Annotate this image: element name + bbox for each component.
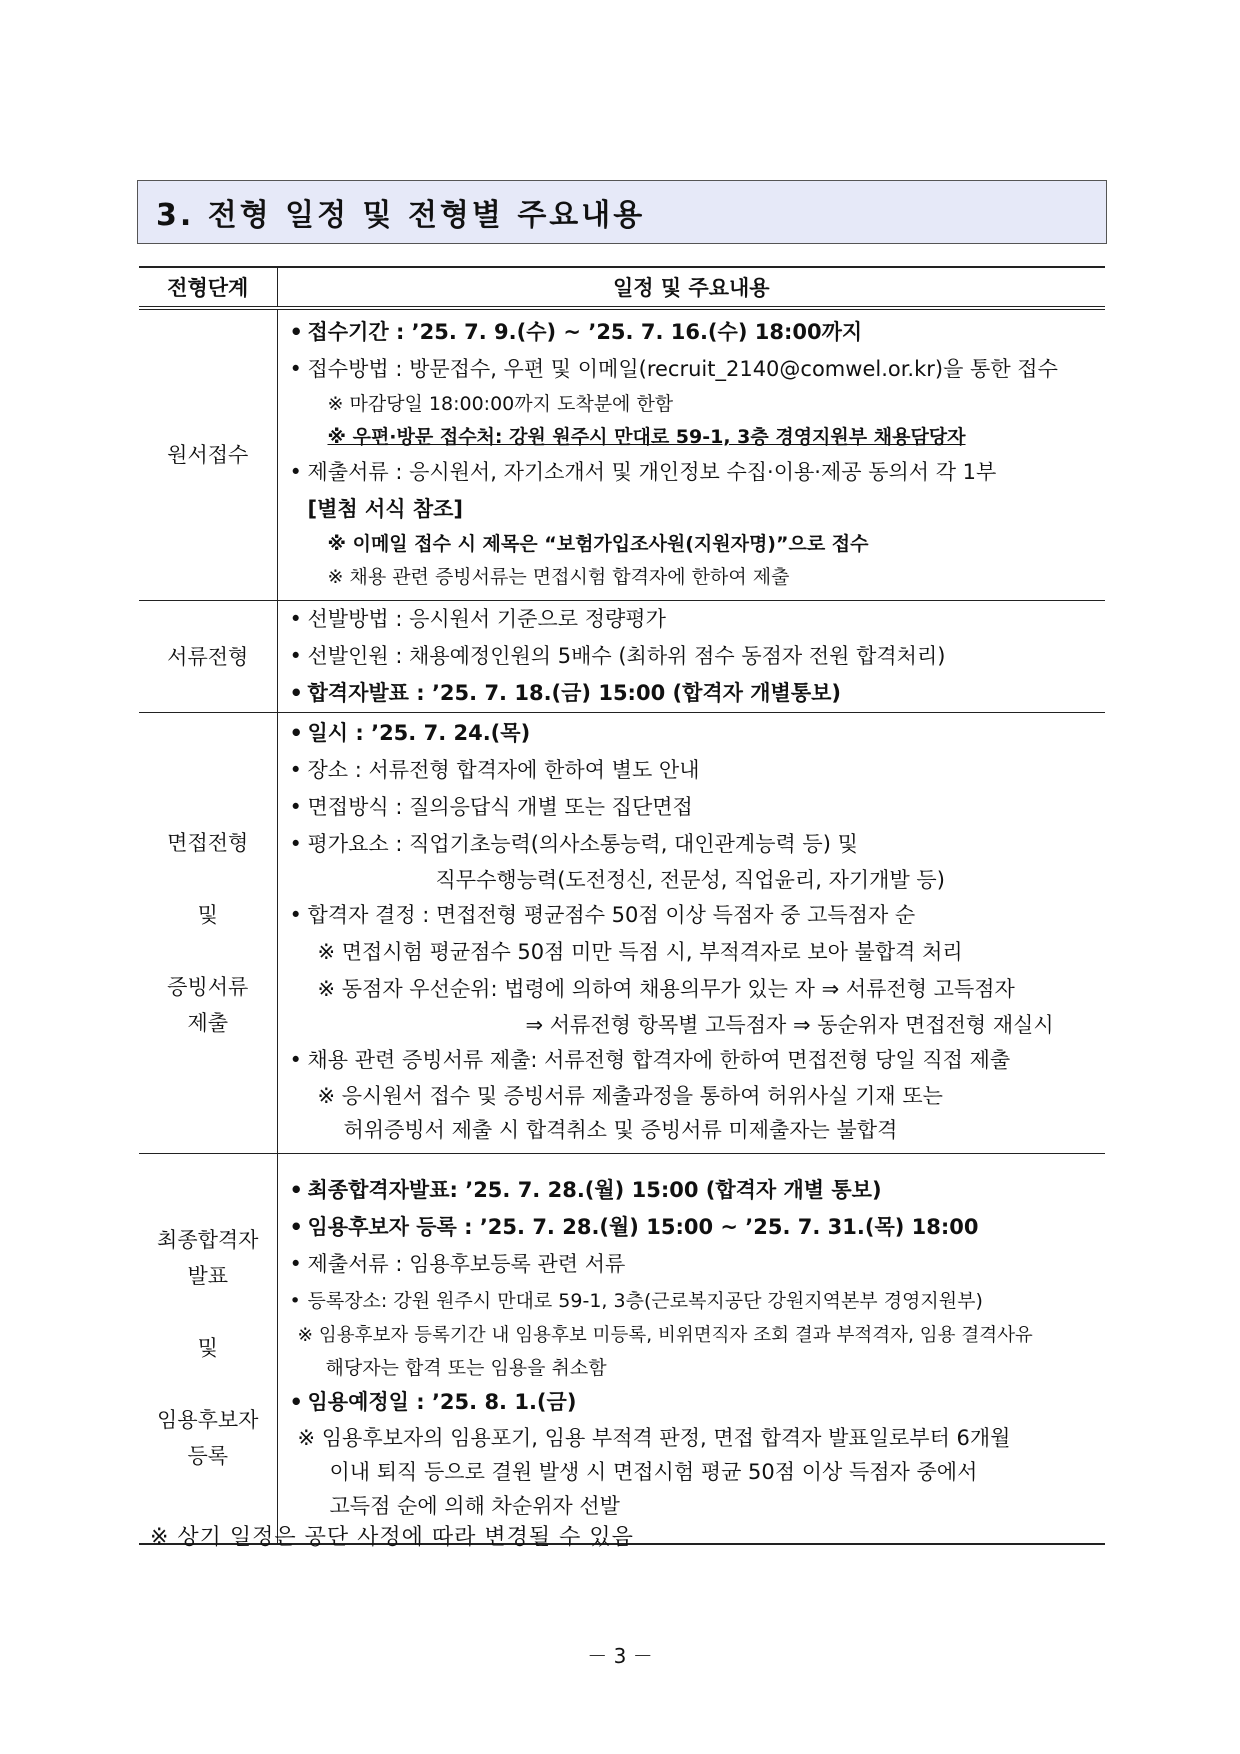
continuation-line: 이내 퇴직 등으로 결원 발생 시 면접시험 평균 50점 이상 득점자 중에서: [329, 1459, 978, 1484]
content-cell: [277, 1154, 1105, 1544]
bullet-icon: •: [289, 1214, 303, 1239]
page-number: － 3 －: [587, 1644, 653, 1668]
list-item: • 일시 : ’25. 7. 24.(목): [286, 715, 1106, 752]
stage-label: 서류전형: [167, 644, 249, 669]
stage-label: 면접전형: [167, 831, 249, 855]
content-cell: [277, 601, 1105, 713]
note-line: ※ 채용 관련 증빙서류는 면접시험 합격자에 한하여 제출: [327, 566, 790, 588]
list-item: • 평가요소 : 직업기초능력(의사소통능력, 대인관계능력 등) 및: [286, 826, 1106, 863]
bullet-icon: •: [289, 320, 303, 344]
content-cell: [277, 713, 1105, 1154]
list-item: • 접수기간 : ’25. 7. 9.(수) ~ ’25. 7. 16.(수) 18:00까지: [286, 314, 1106, 351]
stage-label: 발표: [187, 1264, 229, 1289]
note-line: ※ 이메일 접수 시 제목은 “보험가입조사원(지원자명)”으로 접수: [327, 533, 869, 555]
stage-cell: [139, 1154, 277, 1544]
stage-cell: [139, 308, 277, 601]
stage-cell: [139, 601, 277, 713]
continuation-line: 고득점 순에 의해 차순위자 선발: [329, 1493, 620, 1518]
list-item: • 제출서류 : 임용후보등록 관련 서류: [286, 1246, 1106, 1283]
list-item: • 면접방식 : 질의응답식 개별 또는 집단면접: [286, 789, 1106, 826]
continuation-line: 직무수행능력(도전정신, 전문성, 직업윤리, 자기개발 등): [435, 868, 945, 892]
bullet-icon: •: [289, 357, 302, 381]
bullet-icon: •: [289, 903, 302, 927]
continuation-line: 허위증빙서 제출 시 합격취소 및 증빙서류 미제출자는 불합격: [343, 1118, 898, 1142]
list-item: • 장소 : 서류전형 합격자에 한하여 별도 안내: [286, 752, 1106, 789]
list-item: • 선발인원 : 채용예정인원의 5배수 (최하위 점수 동점자 전원 합격처리): [286, 638, 1106, 675]
continuation-line: 해당자는 합격 또는 임용을 취소함: [325, 1356, 607, 1379]
note-line: ※ 우편·방문 접수처: 강원 원주시 만대로 59-1, 3층 경영지원부 채용담당자: [327, 426, 966, 448]
bullet-icon: •: [289, 1048, 302, 1072]
stage-label: 제출: [187, 1011, 229, 1035]
note-line: ※ 마감당일 18:00:00까지 도착분에 한함: [327, 393, 674, 415]
list-item: • 제출서류 : 응시원서, 자기소개서 및 개인정보 수집·이용·제공 동의서 각 1부: [286, 454, 1106, 491]
continuation-line: [별첨 서식 참조]: [307, 497, 464, 521]
stage-cell: [139, 713, 277, 1154]
note-line: ※ 면접시험 평균점수 50점 미만 득점 시, 부적격자로 보아 불합격 처리: [317, 940, 963, 964]
note-line: ※ 응시원서 접수 및 증빙서류 제출과정을 통하여 허위사실 기재 또는: [317, 1084, 943, 1108]
bullet-icon: •: [289, 607, 302, 631]
list-item: • 최종합격자발표: ’25. 7. 28.(월) 15:00 (합격자 개별 통보): [286, 1172, 1106, 1209]
list-item: • 채용 관련 증빙서류 제출: 서류전형 합격자에 한하여 면접전형 당일 직접 제출: [286, 1042, 1106, 1079]
bullet-icon: •: [289, 758, 302, 782]
list-item: • 합격자발표 : ’25. 7. 18.(금) 15:00 (합격자 개별통보): [286, 675, 1106, 712]
bullet-icon: •: [289, 681, 303, 705]
note-line: ※ 임용후보자의 임용포기, 임용 부적격 판정, 면접 합격자 발표일로부터 6개월: [297, 1425, 1011, 1450]
table-row-application: [139, 308, 1105, 601]
table-row-final: [139, 1154, 1105, 1544]
section-title: 3. 전형 일정 및 전형별 주요내용: [137, 180, 1107, 244]
stage-label: 및: [197, 903, 218, 927]
stage-label: 등록: [187, 1444, 229, 1469]
bullet-icon: •: [289, 1177, 303, 1202]
bullet-icon: •: [289, 795, 302, 819]
continuation-line: ⇒ 서류전형 항목별 고득점자 ⇒ 동순위자 면접전형 재실시: [525, 1013, 1054, 1037]
stage-label: 증빙서류: [167, 975, 249, 999]
stage-label: 원서접수: [167, 443, 249, 467]
note-line: ※ 임용후보자 등록기간 내 임용후보 미등록, 비위면직자 조회 결과 부적격자, 임용 결격사유: [297, 1324, 1033, 1346]
bullet-icon: •: [289, 460, 302, 484]
list-item: • 접수방법 : 방문접수, 우편 및 이메일(recruit_2140@comwel.or.kr)을 통한 접수: [286, 351, 1106, 388]
stage-label: 및: [197, 1336, 218, 1361]
content-cell: [277, 308, 1105, 601]
header-content: 일정 및 주요내용: [277, 267, 1105, 308]
bullet-icon: •: [289, 1289, 301, 1312]
bullet-icon: •: [289, 1389, 303, 1414]
table-row-interview: [139, 713, 1105, 1154]
bullet-icon: •: [289, 721, 303, 745]
stage-label: 최종합격자: [157, 1228, 259, 1253]
stage-label: 임용후보자: [157, 1408, 259, 1433]
header-stage: 전형단계: [139, 267, 277, 308]
note-line: ※ 동점자 우선순위: 법령에 의하여 채용의무가 있는 자 ⇒ 서류전형 고득점자: [317, 977, 1015, 1001]
bullet-icon: •: [289, 644, 302, 668]
schedule-change-note: ※ 상기 일정은 공단 사정에 따라 변경될 수 있음: [150, 1525, 634, 1550]
list-item: • 임용후보자 등록 : ’25. 7. 28.(월) 15:00 ~ ’25. 7. 31.(목) 18:00: [286, 1209, 1106, 1246]
bullet-icon: •: [289, 832, 302, 856]
bullet-icon: •: [289, 1251, 302, 1276]
list-item: • 임용예정일 : ’25. 8. 1.(금): [286, 1384, 1106, 1421]
table-header-row: [139, 267, 1105, 308]
list-item: • 선발방법 : 응시원서 기준으로 정량평가: [286, 601, 1106, 638]
list-item: • 합격자 결정 : 면접전형 평균점수 50점 이상 득점자 중 고득점자 순: [286, 897, 1106, 934]
list-item: • 등록장소: 강원 원주시 만대로 59-1, 3층(근로복지공단 강원지역본부 경영지원부): [286, 1283, 1106, 1320]
schedule-table: [139, 266, 1105, 1545]
table-row-document-screening: [139, 601, 1105, 713]
